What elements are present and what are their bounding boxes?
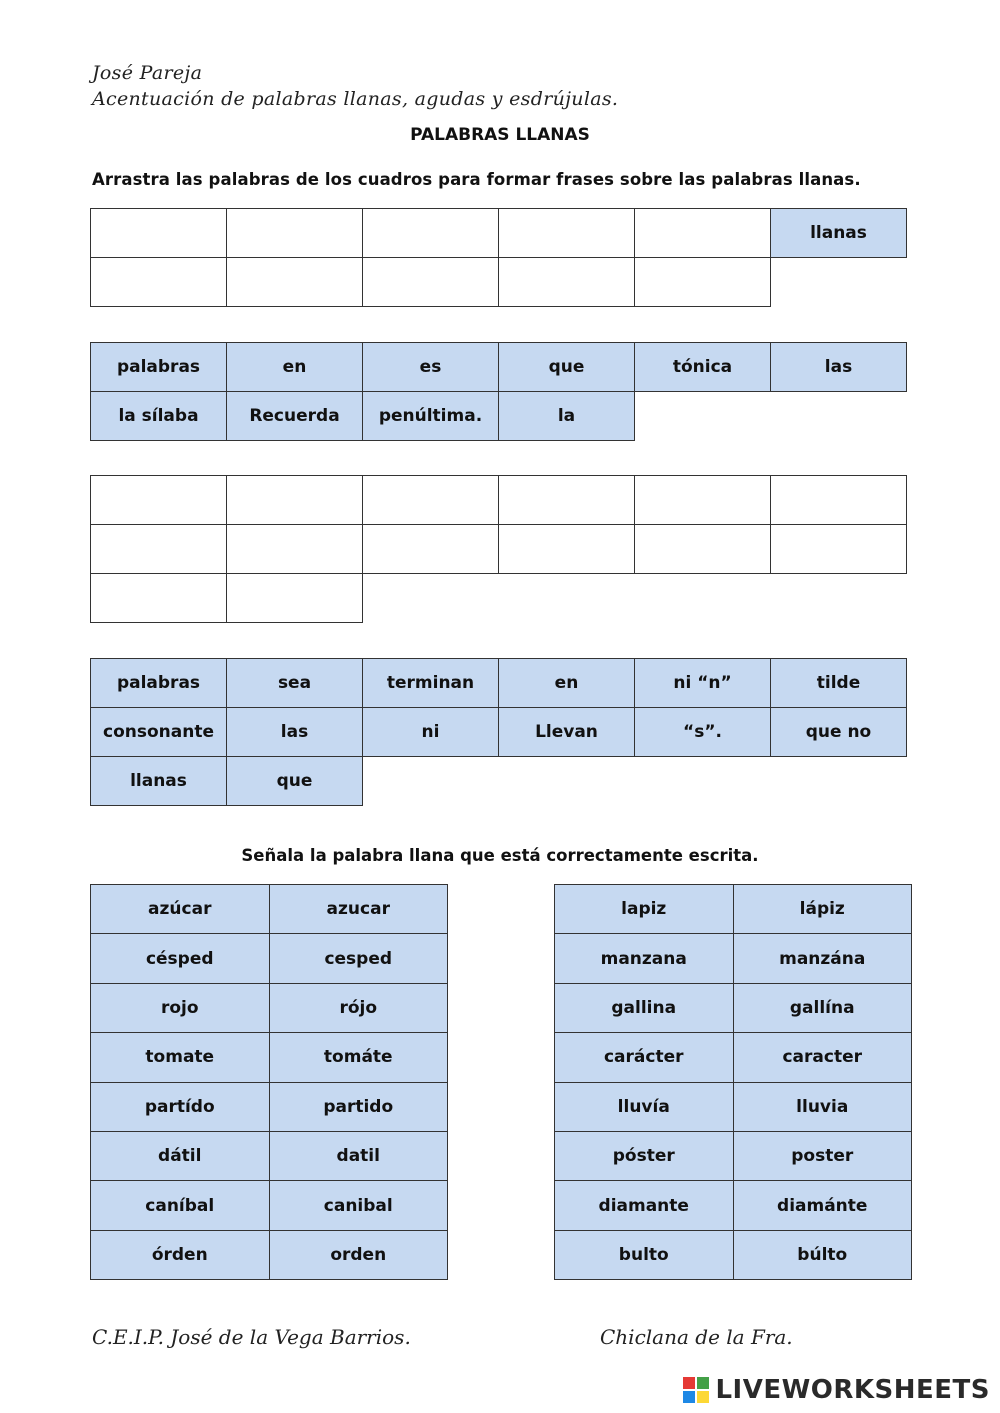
- drop-slot[interactable]: [770, 524, 907, 574]
- spelling-option[interactable]: cesped: [269, 933, 449, 983]
- word-tile[interactable]: llanas: [90, 756, 227, 806]
- logo-square-green: [697, 1377, 709, 1389]
- spelling-option[interactable]: lluvia: [733, 1082, 913, 1132]
- spelling-option[interactable]: diamánte: [733, 1180, 913, 1230]
- spelling-option[interactable]: azucar: [269, 884, 449, 934]
- drop-slot[interactable]: [226, 208, 363, 258]
- logo-text: LIVEWORKSHEETS: [715, 1375, 990, 1405]
- drop-slot[interactable]: [90, 475, 227, 525]
- word-tile[interactable]: sea: [226, 658, 363, 708]
- word-tile[interactable]: que: [226, 756, 363, 806]
- word-tile[interactable]: que no: [770, 707, 907, 757]
- logo-mark-icon: [683, 1377, 709, 1403]
- spelling-option[interactable]: azúcar: [90, 884, 270, 934]
- word-tile[interactable]: palabras: [90, 658, 227, 708]
- spelling-option[interactable]: tomáte: [269, 1032, 449, 1082]
- drop-slot[interactable]: [226, 524, 363, 574]
- drop-slot[interactable]: [226, 573, 363, 623]
- choose-instruction: Señala la palabra llana que está correctamente escrita.: [241, 846, 759, 865]
- liveworksheets-logo: [683, 1375, 990, 1405]
- drag-instruction: Arrastra las palabras de los cuadros para formar frases sobre las palabras llanas.: [92, 170, 861, 189]
- spelling-option[interactable]: gallina: [554, 983, 734, 1033]
- word-tile[interactable]: consonante: [90, 707, 227, 757]
- spelling-option[interactable]: caníbal: [90, 1180, 270, 1230]
- word-tile[interactable]: es: [362, 342, 499, 392]
- drop-slot[interactable]: [90, 573, 227, 623]
- drop-slot[interactable]: [634, 208, 771, 258]
- spelling-option[interactable]: lápiz: [733, 884, 913, 934]
- word-tile[interactable]: la sílaba: [90, 391, 227, 441]
- word-tile[interactable]: terminan: [362, 658, 499, 708]
- spelling-option[interactable]: lluvía: [554, 1082, 734, 1132]
- word-tile[interactable]: “s”.: [634, 707, 771, 757]
- drop-slot[interactable]: [90, 524, 227, 574]
- drop-slot[interactable]: [90, 208, 227, 258]
- word-tile[interactable]: tilde: [770, 658, 907, 708]
- word-tile[interactable]: penúltima.: [362, 391, 499, 441]
- word-tile[interactable]: palabras: [90, 342, 227, 392]
- word-tile[interactable]: que: [498, 342, 635, 392]
- word-tile[interactable]: Llevan: [498, 707, 635, 757]
- word-tile[interactable]: en: [226, 342, 363, 392]
- word-tile[interactable]: Recuerda: [226, 391, 363, 441]
- drop-slot[interactable]: [498, 257, 635, 307]
- spelling-option[interactable]: canibal: [269, 1180, 449, 1230]
- author-name: José Pareja: [92, 62, 203, 84]
- logo-square-red: [683, 1377, 695, 1389]
- spelling-option[interactable]: póster: [554, 1131, 734, 1181]
- spelling-option[interactable]: orden: [269, 1230, 449, 1280]
- spelling-option[interactable]: órden: [90, 1230, 270, 1280]
- drop-slot[interactable]: [362, 524, 499, 574]
- drop-slot[interactable]: [226, 257, 363, 307]
- drop-slot[interactable]: [226, 475, 363, 525]
- spelling-option[interactable]: poster: [733, 1131, 913, 1181]
- spelling-option[interactable]: césped: [90, 933, 270, 983]
- spelling-option[interactable]: datil: [269, 1131, 449, 1181]
- drop-slot[interactable]: [362, 208, 499, 258]
- spelling-option[interactable]: rójo: [269, 983, 449, 1033]
- spelling-option[interactable]: manzána: [733, 933, 913, 983]
- word-tile[interactable]: las: [226, 707, 363, 757]
- town-name: Chiclana de la Fra.: [600, 1325, 793, 1349]
- spelling-option[interactable]: lapiz: [554, 884, 734, 934]
- word-tile[interactable]: tónica: [634, 342, 771, 392]
- drop-slot[interactable]: [634, 475, 771, 525]
- spelling-option[interactable]: tomate: [90, 1032, 270, 1082]
- drop-slot[interactable]: [362, 475, 499, 525]
- word-tile[interactable]: en: [498, 658, 635, 708]
- word-tile[interactable]: la: [498, 391, 635, 441]
- spelling-option[interactable]: gallína: [733, 983, 913, 1033]
- logo-square-yellow: [697, 1391, 709, 1403]
- spelling-option[interactable]: manzana: [554, 933, 734, 983]
- spelling-option[interactable]: partído: [90, 1082, 270, 1132]
- drop-slot-fixed-word[interactable]: llanas: [770, 208, 907, 258]
- drop-slot[interactable]: [90, 257, 227, 307]
- word-tile[interactable]: las: [770, 342, 907, 392]
- logo-square-blue: [683, 1391, 695, 1403]
- spelling-option[interactable]: dátil: [90, 1131, 270, 1181]
- spelling-option[interactable]: caracter: [733, 1032, 913, 1082]
- drop-slot[interactable]: [770, 475, 907, 525]
- spelling-option[interactable]: rojo: [90, 983, 270, 1033]
- drop-slot[interactable]: [498, 208, 635, 258]
- drop-slot[interactable]: [634, 257, 771, 307]
- spelling-option[interactable]: partido: [269, 1082, 449, 1132]
- drop-slot[interactable]: [498, 475, 635, 525]
- drop-slot[interactable]: [498, 524, 635, 574]
- spelling-option[interactable]: búlto: [733, 1230, 913, 1280]
- spelling-option[interactable]: bulto: [554, 1230, 734, 1280]
- word-tile[interactable]: ni: [362, 707, 499, 757]
- page-title: PALABRAS LLANAS: [410, 125, 590, 145]
- drop-slot[interactable]: [362, 257, 499, 307]
- word-tile[interactable]: ni “n”: [634, 658, 771, 708]
- drop-slot[interactable]: [634, 524, 771, 574]
- school-name: C.E.I.P. José de la Vega Barrios.: [92, 1325, 411, 1349]
- spelling-option[interactable]: carácter: [554, 1032, 734, 1082]
- spelling-option[interactable]: diamante: [554, 1180, 734, 1230]
- worksheet-subtitle: Acentuación de palabras llanas, agudas y esdrújulas.: [92, 88, 619, 110]
